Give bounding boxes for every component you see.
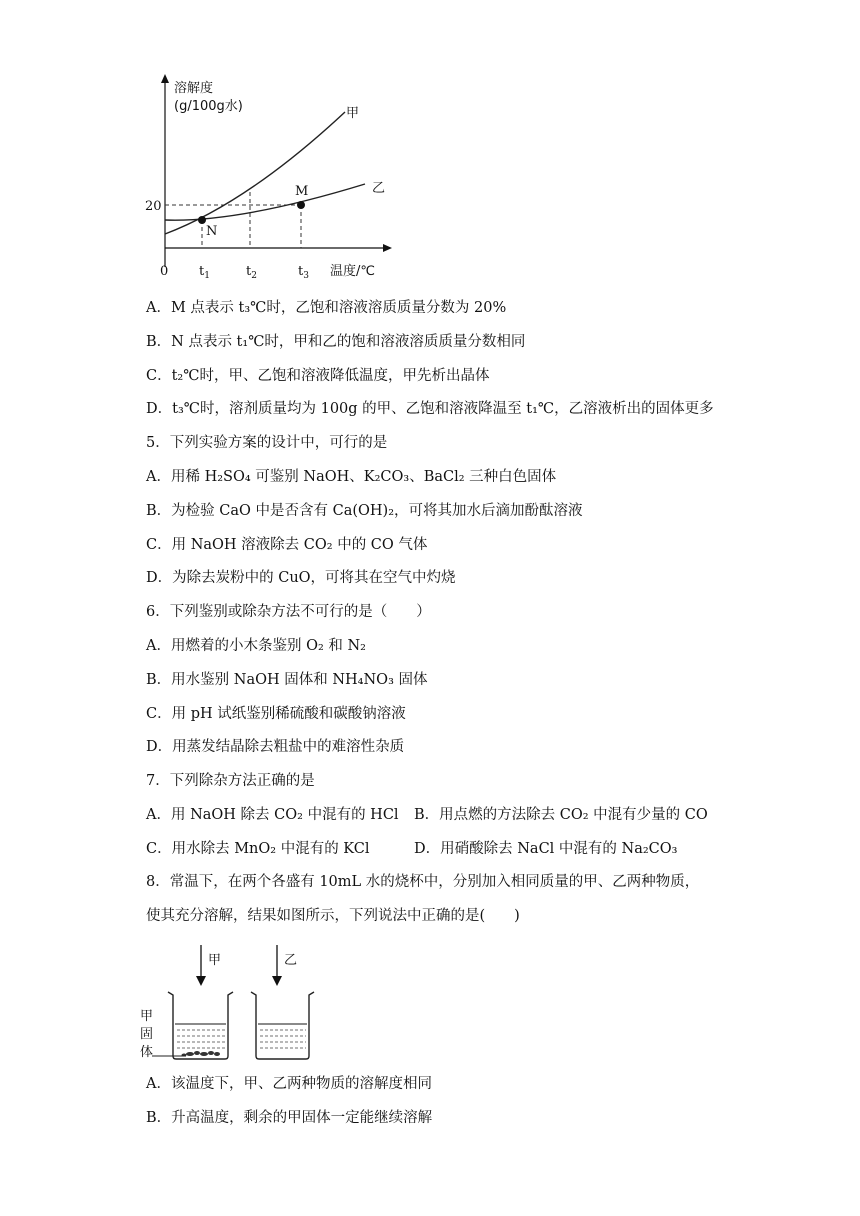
label-jia: 甲	[208, 953, 222, 968]
q6-option-a: A．用燃着的小木条鉴别 O₂ 和 N₂	[146, 638, 366, 654]
beakers-figure	[140, 940, 340, 1065]
q4-option-c: C．t₂℃时，甲、乙饱和溶液降低温度，甲先析出晶体	[146, 368, 490, 384]
beaker-jia	[168, 992, 233, 1059]
y-tick-20: 20	[145, 199, 162, 214]
q5-option-c: C．用 NaOH 溶液除去 CO₂ 中的 CO 气体	[146, 537, 428, 553]
point-m-label: M	[295, 184, 309, 199]
q7-option-c: C．用水除去 MnO₂ 中混有的 KCl	[146, 841, 370, 857]
series-label-yi: 乙	[372, 181, 386, 196]
q6-stem: 6．下列鉴别或除杂方法不可行的是（ ）	[146, 604, 431, 620]
x-tick-t2: $t_2$	[246, 264, 257, 281]
q8-option-b: B．升高温度，剩余的甲固体一定能继续溶解	[146, 1110, 433, 1126]
y-axis-label-2: (g/100g水)	[174, 99, 243, 114]
label-yi: 乙	[284, 953, 298, 968]
arrow-jia-head	[196, 976, 206, 986]
q8-stem-line-2: 使其充分溶解，结果如图所示，下列说法中正确的是( )	[146, 908, 520, 924]
q5-stem: 5．下列实验方案的设计中，可行的是	[146, 435, 388, 451]
q7-option-d: D．用硝酸除去 NaCl 中混有的 Na₂CO₃	[414, 841, 678, 857]
point-n-label: N	[206, 224, 218, 239]
q7-option-b: B．用点燃的方法除去 CO₂ 中混有少量的 CO	[414, 807, 708, 823]
point-m	[297, 201, 305, 209]
beaker-yi	[251, 992, 314, 1059]
point-n	[198, 216, 206, 224]
curve-jia	[165, 112, 345, 234]
q6-option-b: B．用水鉴别 NaOH 固体和 NH₄NO₃ 固体	[146, 672, 428, 688]
y-axis-arrow	[161, 74, 169, 83]
q4-option-b: B．N 点表示 t₁℃时，甲和乙的饱和溶液溶质质量分数相同	[146, 334, 526, 350]
x-axis-label: 温度/℃	[330, 264, 375, 279]
beaker-jia-liquid	[175, 1024, 226, 1048]
origin-label: 0	[160, 264, 169, 279]
q7-option-a: A．用 NaOH 除去 CO₂ 中混有的 HCl	[146, 807, 399, 823]
q7-stem: 7．下列除杂方法正确的是	[146, 773, 315, 789]
x-tick-t1: $t_1$	[199, 264, 210, 281]
x-tick-t3: $t_3$	[298, 264, 309, 281]
q8-option-a: A．该温度下，甲、乙两种物质的溶解度相同	[146, 1076, 432, 1092]
q8-stem-line-1: 8．常温下，在两个各盛有 10mL 水的烧杯中，分别加入相同质量的甲、乙两种物质，	[146, 874, 700, 890]
solubility-graph	[140, 72, 400, 284]
undissolved-solid	[182, 1051, 221, 1057]
solid-label-3: 体	[140, 1045, 154, 1060]
series-label-jia: 甲	[346, 106, 360, 121]
q4-option-d: D．t₃℃时，溶剂质量均为 100g 的甲、乙饱和溶液降温至 t₁℃，乙溶液析出的固体更多	[146, 401, 714, 417]
solid-label-1: 甲	[140, 1009, 154, 1024]
q5-option-a: A．用稀 H₂SO₄ 可鉴别 NaOH、K₂CO₃、BaCl₂ 三种白色固体	[146, 469, 557, 485]
x-axis-arrow	[383, 244, 392, 252]
solid-label-2: 固	[140, 1027, 154, 1042]
q4-option-a: A．M 点表示 t₃℃时，乙饱和溶液溶质质量分数为 20%	[146, 300, 507, 316]
q6-option-c: C．用 pH 试纸鉴别稀硫酸和碳酸钠溶液	[146, 706, 406, 722]
q5-option-d: D．为除去炭粉中的 CuO，可将其在空气中灼烧	[146, 570, 456, 586]
beaker-yi-liquid	[258, 1024, 307, 1048]
y-axis-label-1: 溶解度	[174, 81, 214, 96]
curve-yi	[165, 184, 365, 220]
q6-option-d: D．用蒸发结晶除去粗盐中的难溶性杂质	[146, 739, 405, 755]
arrow-yi-head	[272, 976, 282, 986]
q5-option-b: B．为检验 CaO 中是否含有 Ca(OH)₂，可将其加水后滴加酚酞溶液	[146, 503, 583, 519]
